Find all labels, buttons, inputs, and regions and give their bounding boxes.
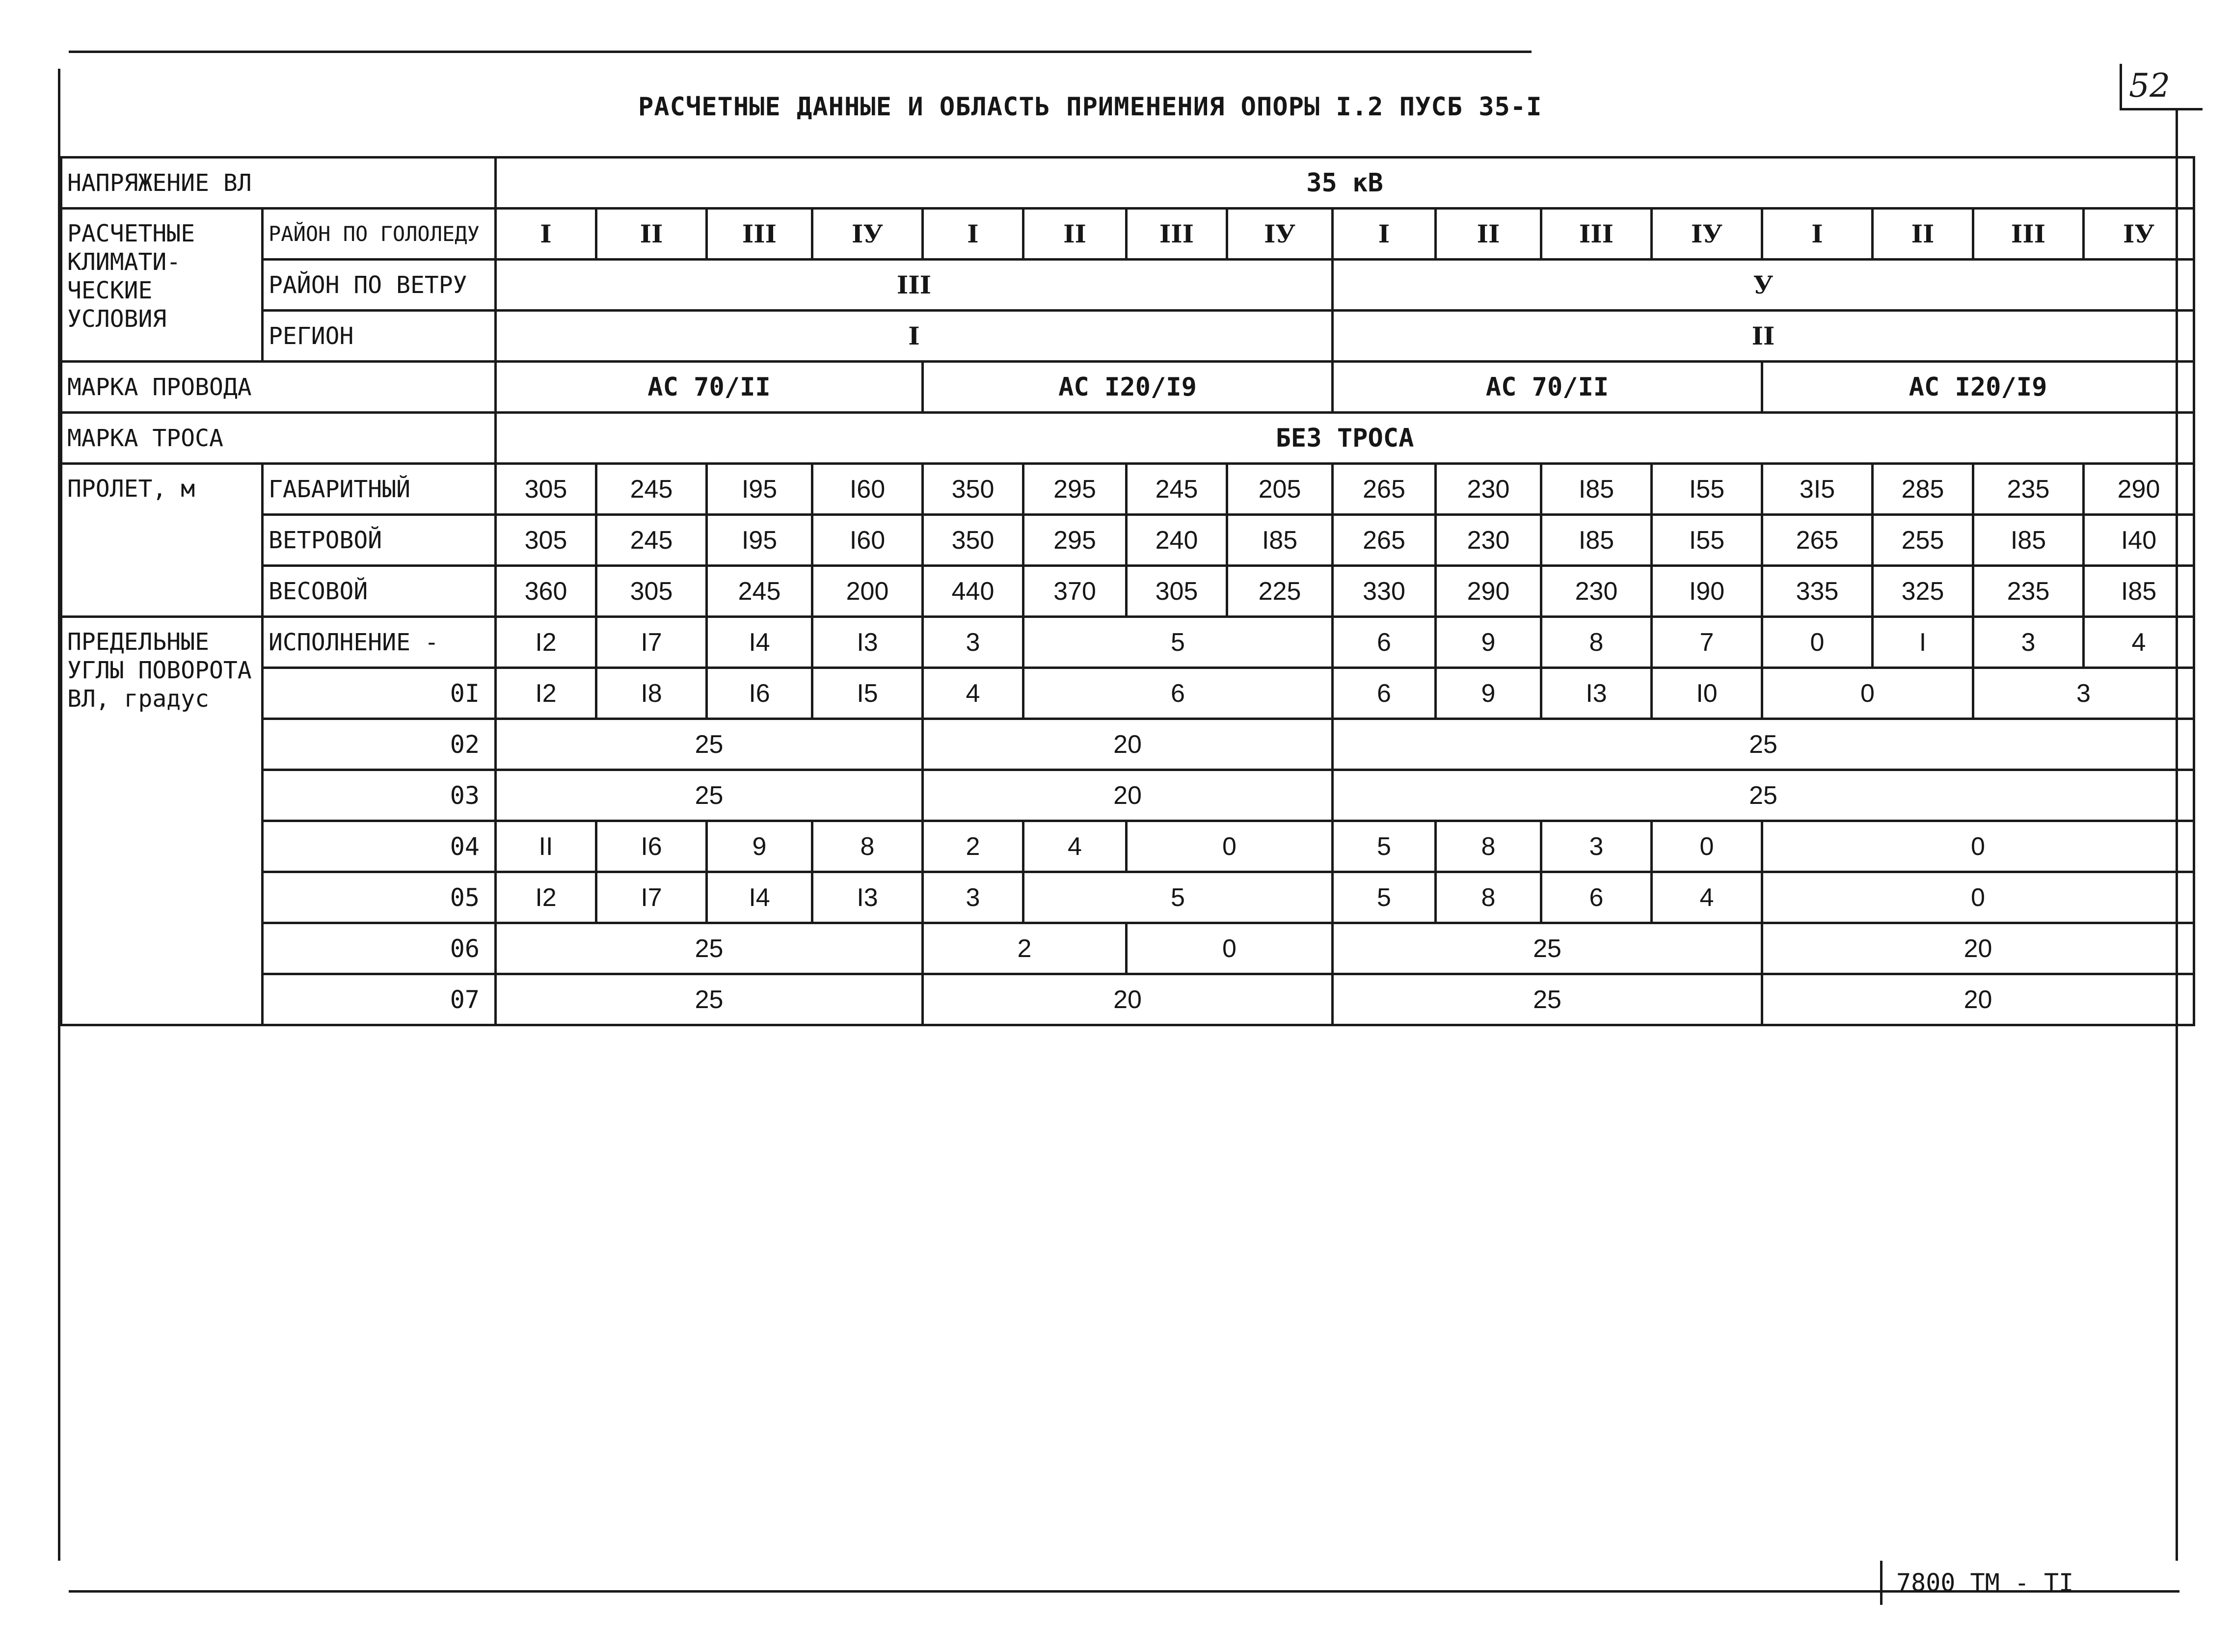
region-label: РЕГИОН [263, 311, 496, 362]
region-cell: I [496, 311, 1333, 362]
angle-version-label: ИСПОЛНЕНИЕ - [263, 617, 496, 668]
span-row [61, 464, 2194, 515]
climate-conditions-label: РАСЧЕТНЫЕ КЛИМАТИ-ЧЕСКИЕ УСЛОВИЯ [61, 209, 263, 362]
span-value-cell: 230 [1436, 515, 1541, 566]
angle-value-cell: 0 [1127, 821, 1333, 872]
angle-value-cell: 4 [923, 668, 1023, 719]
angle-value-cell: 0 [1762, 821, 2194, 872]
span-value-cell: 350 [923, 515, 1023, 566]
span-value-cell: 230 [1436, 464, 1541, 515]
wind-region-cell: III [496, 260, 1333, 311]
wire-brand-row [61, 362, 2194, 413]
angle-value-cell: 3 [923, 872, 1023, 923]
span-value-cell: 245 [707, 566, 812, 617]
angle-value-cell: I3 [812, 872, 923, 923]
wire-brand-cell: АС 70/II [1333, 362, 1762, 413]
angle-value-cell: I4 [707, 872, 812, 923]
angle-value-cell: 3 [1973, 668, 2194, 719]
angle-value-cell: 0 [1762, 668, 1973, 719]
span-value-cell: 255 [1873, 515, 1973, 566]
page-number: 52 [2120, 64, 2203, 110]
angle-value-cell: 4 [2084, 617, 2194, 668]
wind-region-cell: У [1333, 260, 2194, 311]
wire-brand-cell: АС 70/II [496, 362, 923, 413]
angle-value-cell: 6 [1333, 617, 1436, 668]
span-value-cell: 295 [1023, 515, 1127, 566]
span-value-cell: 290 [1436, 566, 1541, 617]
angle-value-cell: I2 [496, 668, 596, 719]
wind-region-row [61, 260, 2194, 311]
ice-region-cell: II [1436, 209, 1541, 260]
span-value-cell: I60 [812, 464, 923, 515]
angle-value-cell: I7 [596, 872, 707, 923]
angle-value-cell: 9 [1436, 668, 1541, 719]
span-value-cell: I55 [1652, 515, 1762, 566]
span-value-cell: 245 [1127, 464, 1227, 515]
angle-value-cell: 5 [1023, 872, 1333, 923]
angle-version-label: 04 [263, 821, 496, 872]
span-row-label: ВЕСОВОЙ [263, 566, 496, 617]
ice-region-cell: I [1762, 209, 1873, 260]
top-rule [69, 51, 1532, 53]
span-value-cell: 245 [596, 515, 707, 566]
span-value-cell: 360 [496, 566, 596, 617]
angle-row [61, 923, 2194, 974]
angle-row [61, 770, 2194, 821]
angle-value-cell: 7 [1652, 617, 1762, 668]
angle-value-cell: I0 [1652, 668, 1762, 719]
angle-row [61, 719, 2194, 770]
angle-value-cell: 20 [923, 770, 1333, 821]
angle-value-cell: 20 [923, 974, 1333, 1025]
span-value-cell: 350 [923, 464, 1023, 515]
ice-region-cell: I [923, 209, 1023, 260]
angle-row [61, 617, 2194, 668]
angle-value-cell: 25 [1333, 923, 1762, 974]
span-value-cell: 335 [1762, 566, 1873, 617]
angle-value-cell: I3 [812, 617, 923, 668]
angle-value-cell: 8 [1436, 872, 1541, 923]
angle-value-cell: 6 [1333, 668, 1436, 719]
angle-value-cell: 25 [496, 923, 923, 974]
ice-region-cell: IУ [1227, 209, 1333, 260]
span-value-cell: I55 [1652, 464, 1762, 515]
span-value-cell: 3I5 [1762, 464, 1873, 515]
span-value-cell: 200 [812, 566, 923, 617]
span-value-cell: I85 [2084, 566, 2194, 617]
angles-label: ПРЕДЕЛЬНЫЕ УГЛЫ ПОВОРОТА ВЛ, градус [61, 617, 263, 1025]
angle-value-cell: 6 [1541, 872, 1652, 923]
angle-value-cell: 3 [1973, 617, 2084, 668]
angle-value-cell: 5 [1023, 617, 1333, 668]
ice-region-cell: IУ [1652, 209, 1762, 260]
angle-version-label: 02 [263, 719, 496, 770]
span-value-cell: 305 [596, 566, 707, 617]
angle-value-cell: 20 [1762, 923, 2194, 974]
angle-value-cell: 3 [923, 617, 1023, 668]
span-value-cell: 285 [1873, 464, 1973, 515]
span-value-cell: 240 [1127, 515, 1227, 566]
ice-region-row [61, 209, 2194, 260]
span-value-cell: 290 [2084, 464, 2194, 515]
angle-value-cell: 25 [496, 974, 923, 1025]
angle-value-cell: 4 [1652, 872, 1762, 923]
angle-value-cell: I3 [1541, 668, 1652, 719]
angle-row [61, 974, 2194, 1025]
angle-value-cell: 0 [1762, 872, 2194, 923]
span-value-cell: 235 [1973, 566, 2084, 617]
ice-region-cell: II [596, 209, 707, 260]
ice-region-cell: III [1127, 209, 1227, 260]
span-value-cell: 325 [1873, 566, 1973, 617]
angle-value-cell: 2 [923, 821, 1023, 872]
span-value-cell: 225 [1227, 566, 1333, 617]
angle-value-cell: I4 [707, 617, 812, 668]
span-row-label: ВЕТРОВОЙ [263, 515, 496, 566]
angle-value-cell: 5 [1333, 821, 1436, 872]
angle-version-label: 05 [263, 872, 496, 923]
angle-value-cell: I2 [496, 872, 596, 923]
span-value-cell: 235 [1973, 464, 2084, 515]
span-value-cell: I85 [1227, 515, 1333, 566]
angle-value-cell: I [1873, 617, 1973, 668]
ice-region-cell: III [1973, 209, 2084, 260]
wind-region-label: РАЙОН ПО ВЕТРУ [263, 260, 496, 311]
cable-brand-row [61, 413, 2194, 464]
angle-value-cell: 0 [1652, 821, 1762, 872]
span-value-cell: 305 [496, 515, 596, 566]
angle-version-label: 06 [263, 923, 496, 974]
angle-value-cell: I2 [496, 617, 596, 668]
ice-region-cell: IУ [812, 209, 923, 260]
span-value-cell: I90 [1652, 566, 1762, 617]
span-row [61, 566, 2194, 617]
angle-value-cell: 0 [1762, 617, 1873, 668]
angle-value-cell: 8 [1436, 821, 1541, 872]
ice-region-cell: I [496, 209, 596, 260]
span-value-cell: 205 [1227, 464, 1333, 515]
document-code-stamp: 7800 ТМ - ТI [1880, 1561, 2191, 1605]
angle-row [61, 821, 2194, 872]
angle-value-cell: II [496, 821, 596, 872]
angle-value-cell: I6 [707, 668, 812, 719]
span-value-cell: 265 [1333, 515, 1436, 566]
wire-brand-cell: АС I20/I9 [1762, 362, 2194, 413]
cable-brand-label: МАРКА ТРОСА [61, 413, 496, 464]
ice-region-cell: III [1541, 209, 1652, 260]
angle-value-cell: 25 [1333, 974, 1762, 1025]
span-value-cell: 305 [1127, 566, 1227, 617]
span-value-cell: 230 [1541, 566, 1652, 617]
span-row [61, 515, 2194, 566]
bottom-rule [69, 1590, 2179, 1593]
angle-row [61, 668, 2194, 719]
angle-value-cell: 3 [1541, 821, 1652, 872]
wire-brand-cell: АС I20/I9 [923, 362, 1333, 413]
ice-region-cell: III [707, 209, 812, 260]
angle-value-cell: 25 [496, 770, 923, 821]
angle-version-label: 0I [263, 668, 496, 719]
span-value-cell: 305 [496, 464, 596, 515]
region-row [61, 311, 2194, 362]
angle-value-cell: 25 [1333, 770, 2194, 821]
voltage-value: 35 кВ [496, 158, 2194, 209]
angle-value-cell: 2 [923, 923, 1127, 974]
span-row-label: ГАБАРИТНЫЙ [263, 464, 496, 515]
span-value-cell: I85 [1973, 515, 2084, 566]
angle-value-cell: I7 [596, 617, 707, 668]
span-value-cell: I40 [2084, 515, 2194, 566]
region-cell: II [1333, 311, 2194, 362]
span-value-cell: 265 [1762, 515, 1873, 566]
angle-value-cell: 20 [1762, 974, 2194, 1025]
span-value-cell: I95 [707, 515, 812, 566]
angle-value-cell: 20 [923, 719, 1333, 770]
span-value-cell: 265 [1333, 464, 1436, 515]
ice-region-label: РАЙОН ПО ГОЛОЛЕДУ [263, 209, 496, 260]
angle-row [61, 872, 2194, 923]
span-value-cell: 440 [923, 566, 1023, 617]
span-value-cell: 245 [596, 464, 707, 515]
specification-table [60, 156, 2195, 1026]
ice-region-cell: I [1333, 209, 1436, 260]
angle-value-cell: I5 [812, 668, 923, 719]
angle-version-label: 07 [263, 974, 496, 1025]
angle-value-cell: 9 [1436, 617, 1541, 668]
angle-value-cell: 8 [1541, 617, 1652, 668]
cable-brand-value: БЕЗ ТРОСА [496, 413, 2194, 464]
ice-region-cell: IУ [2084, 209, 2194, 260]
angle-version-label: 03 [263, 770, 496, 821]
span-label: ПРОЛЕТ, м [61, 464, 263, 617]
angle-value-cell: 4 [1023, 821, 1127, 872]
ice-region-cell: II [1873, 209, 1973, 260]
span-value-cell: I60 [812, 515, 923, 566]
angle-value-cell: 25 [1333, 719, 2194, 770]
span-value-cell: I95 [707, 464, 812, 515]
angle-value-cell: 8 [812, 821, 923, 872]
voltage-row [61, 158, 2194, 209]
span-value-cell: I85 [1541, 464, 1652, 515]
angle-value-cell: I8 [596, 668, 707, 719]
voltage-label: НАПРЯЖЕНИЕ ВЛ [61, 158, 496, 209]
ice-region-cell: II [1023, 209, 1127, 260]
span-value-cell: I85 [1541, 515, 1652, 566]
span-value-cell: 330 [1333, 566, 1436, 617]
span-value-cell: 370 [1023, 566, 1127, 617]
angle-value-cell: I6 [596, 821, 707, 872]
angle-value-cell: 6 [1023, 668, 1333, 719]
angle-value-cell: 9 [707, 821, 812, 872]
angle-value-cell: 0 [1127, 923, 1333, 974]
angle-value-cell: 25 [496, 719, 923, 770]
span-value-cell: 295 [1023, 464, 1127, 515]
document-title: РАСЧЕТНЫЕ ДАННЫЕ И ОБЛАСТЬ ПРИМЕНЕНИЯ ОПОРЫ I.2 ПУСБ 35-I [638, 92, 1542, 122]
wire-brand-label: МАРКА ПРОВОДА [61, 362, 496, 413]
angle-value-cell: 5 [1333, 872, 1436, 923]
